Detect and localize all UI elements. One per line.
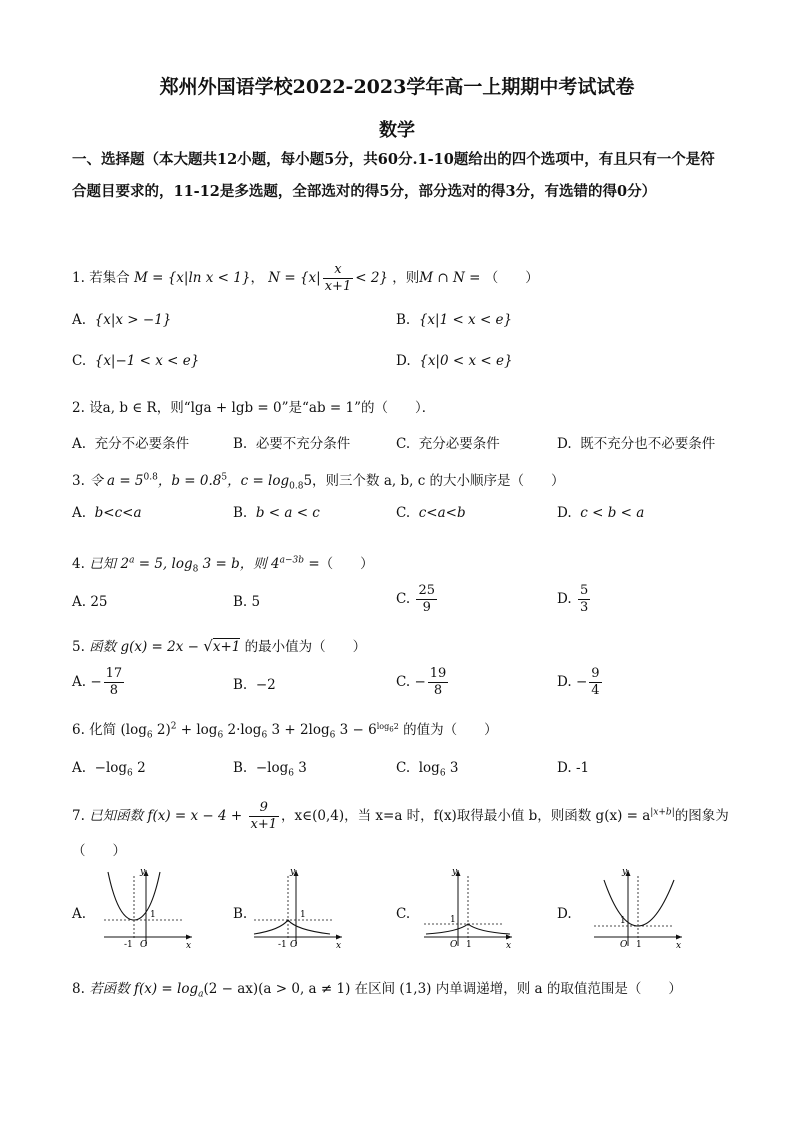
curve <box>254 920 330 934</box>
superscript: a <box>129 555 135 566</box>
graph-b <box>250 866 350 950</box>
option-a <box>72 594 108 610</box>
stem-part: 3 + 2log <box>267 722 330 738</box>
option-letter: C. <box>396 505 411 521</box>
fraction-numerator: 17 <box>105 666 123 681</box>
stem-part: ，b = 0.8 <box>157 473 222 489</box>
axis-label-x: x <box>186 941 192 950</box>
x-axis-arrow <box>336 935 342 940</box>
option-d <box>557 760 589 776</box>
fraction-numerator: 19 <box>429 666 447 681</box>
option-d <box>396 353 513 369</box>
option-text: b < a < c <box>255 505 320 521</box>
option-text: 5 <box>251 594 261 610</box>
superscript: log <box>376 721 390 731</box>
option-letter: C. <box>396 760 411 776</box>
tick-label: 1 <box>300 910 306 920</box>
question-2 <box>72 396 435 416</box>
superscript: 2 <box>393 721 399 731</box>
comma: ， <box>250 270 264 286</box>
option-text: log <box>418 760 440 776</box>
option-sign: − <box>575 674 588 690</box>
intersection-expr: M ∩ N = <box>419 270 481 286</box>
question-number: 6. <box>72 722 85 738</box>
origin-label: O <box>290 940 298 950</box>
option-text: b<c<a <box>94 505 142 521</box>
axis-label-y: y <box>622 867 628 877</box>
option-text: -1 <box>575 760 590 776</box>
option-letter: D. <box>557 674 572 690</box>
stem-part: =（ ） <box>304 556 374 572</box>
option-a <box>72 432 189 452</box>
stem-part: 的图象为 <box>674 808 729 824</box>
fraction <box>428 666 449 699</box>
option-c <box>396 760 458 779</box>
option-letter: B. <box>233 505 248 521</box>
fraction-denominator: 8 <box>109 683 119 698</box>
subscript: 6 <box>439 768 446 779</box>
option-text: {x|1 < x < e} <box>418 312 513 328</box>
option-text: 充分不必要条件 <box>94 436 190 452</box>
stem-part: 令 a = 5 <box>89 473 144 489</box>
superscript: 5 <box>221 472 228 483</box>
curve <box>604 880 674 926</box>
option-tail: 3 <box>293 760 307 776</box>
question-stem-b: ，则 <box>392 270 420 286</box>
fraction-numerator: 25 <box>418 583 435 598</box>
subscript: 6 <box>127 768 133 779</box>
fraction-denominator: 3 <box>579 600 589 615</box>
option-a <box>72 505 142 521</box>
stem-part: ，x∈(0,4)，当 x=a 时，f(x)取得最小值 b，则函数 g(x) = a <box>281 808 651 824</box>
question-number: 4. <box>72 556 85 572</box>
question-stem: 若集合 <box>89 270 130 286</box>
axis-label-y: y <box>452 867 458 877</box>
stem-part: + log <box>176 722 218 738</box>
fraction-denominator: 8 <box>433 683 443 698</box>
option-letter: C. <box>72 353 87 369</box>
option-d: D. <box>557 906 572 922</box>
option-a <box>72 312 171 328</box>
origin-label: O <box>140 940 148 950</box>
superscript: a−3b <box>279 555 305 566</box>
stem-part: 已知 2 <box>89 556 130 572</box>
option-sign: − <box>414 674 426 690</box>
option-b <box>233 677 276 693</box>
stem-part: 3 − 6 <box>335 722 377 738</box>
option-c <box>396 666 450 699</box>
fraction-numerator: 9 <box>249 800 280 817</box>
subscript: 6 <box>389 725 394 734</box>
fraction <box>578 583 590 616</box>
option-letter: B. <box>396 312 411 328</box>
option-text: 必要不充分条件 <box>255 436 351 452</box>
origin-label: O <box>620 940 628 950</box>
option-b: B. <box>233 906 248 922</box>
stem-part: 化简 (log <box>89 722 147 738</box>
question-4 <box>72 552 374 575</box>
option-b <box>233 432 350 452</box>
option-d <box>557 505 644 521</box>
fraction <box>589 666 601 699</box>
option-text: 充分必要条件 <box>418 436 500 452</box>
question-number: 5. <box>72 639 85 655</box>
option-text: {x|−1 < x < e} <box>94 353 200 369</box>
option-letter: D. <box>557 760 572 776</box>
fraction <box>104 666 125 699</box>
answer-paren: （ ） <box>484 270 539 286</box>
question-6 <box>72 718 498 741</box>
subscript: 0.8 <box>289 481 304 492</box>
tick-label: 1 <box>620 916 626 926</box>
question-number: 3. <box>72 473 85 489</box>
question-number: 2. <box>72 400 85 416</box>
graph-d <box>590 866 690 950</box>
question-1 <box>72 262 539 295</box>
superscript: 0.8 <box>143 472 158 483</box>
graph-c <box>420 866 520 950</box>
option-d <box>557 583 592 616</box>
question-number: 8. <box>72 981 85 997</box>
answer-paren: （ ） <box>72 843 126 859</box>
x-axis-arrow <box>676 935 682 940</box>
option-text: c<a<b <box>418 505 466 521</box>
sqrt-radicand: x+1 <box>212 639 241 655</box>
option-text: −log <box>94 760 128 776</box>
superscript: |x+b| <box>650 807 675 818</box>
option-letter: B. <box>233 760 248 776</box>
stem-part: 2·log <box>223 722 262 738</box>
fraction <box>416 583 437 616</box>
stem-part: 2) <box>152 722 171 738</box>
option-c <box>396 505 466 521</box>
set-n-post: < 2} <box>355 270 388 286</box>
fraction-denominator: 4 <box>591 683 600 698</box>
option-letter: A. <box>72 505 87 521</box>
option-text: −2 <box>255 677 276 693</box>
subject-title: 数学 <box>379 120 415 141</box>
subscript: a <box>198 989 204 1000</box>
option-letter: C. <box>396 591 411 607</box>
fraction <box>249 800 280 833</box>
fraction-denominator: 9 <box>422 600 431 615</box>
tick-label: 1 <box>636 940 642 950</box>
subscript: 6 <box>288 768 294 779</box>
option-b <box>233 760 307 779</box>
option-d <box>557 432 715 452</box>
stem-part: ，c = log <box>227 473 290 489</box>
subscript: 8 <box>192 564 199 575</box>
stem-part: 的最小值为（ ） <box>240 639 367 655</box>
superscript: 2 <box>170 721 177 732</box>
fraction-denominator: x+1 <box>250 817 278 832</box>
option-tail: 3 <box>445 760 459 776</box>
option-letter: A. <box>72 436 87 452</box>
question-number: 7. <box>72 808 85 824</box>
question-7 <box>72 800 729 833</box>
set-m: M = {x|ln x < 1} <box>133 270 251 286</box>
stem-part: 函数 g(x) = 2x − <box>89 639 204 655</box>
option-letter: A. <box>72 674 87 690</box>
x-axis-arrow <box>186 935 192 940</box>
tick-label: -1 <box>278 940 287 950</box>
fraction-numerator: 9 <box>591 666 600 681</box>
option-letter: B. <box>233 677 248 693</box>
option-c <box>396 432 500 452</box>
stem-part: 3 = b，则 4 <box>198 556 280 572</box>
fraction <box>323 262 354 295</box>
axis-label-x: x <box>336 941 342 950</box>
option-c <box>396 583 439 616</box>
subscript: 6 <box>217 730 224 741</box>
stem-part: 的值为（ ） <box>398 722 498 738</box>
axis-label-y: y <box>290 867 296 877</box>
section-heading: 一、选择题（本大题共12小题，每小题5分，共60分.1-10题给出的四个选项中，有且只有一个是符合题目要求的，11-12是多选题，全部选对的得5分，部分选对的得3分，有选错的得0分） <box>72 151 715 200</box>
option-text: 既不充分也不必要条件 <box>580 436 716 452</box>
option-text: {x|0 < x < e} <box>419 353 513 369</box>
subscript: 6 <box>261 730 268 741</box>
fraction-numerator: x <box>323 262 354 279</box>
tick-label: 1 <box>150 910 156 920</box>
option-tail: 2 <box>132 760 146 776</box>
option-letter: B. <box>233 594 248 610</box>
question-number: 1. <box>72 270 85 286</box>
option-letter: D. <box>557 436 572 452</box>
fraction-denominator: x+1 <box>324 279 352 294</box>
option-a: A. <box>72 906 87 922</box>
option-letter: A. <box>72 760 87 776</box>
sqrt-sign: √ <box>203 637 213 655</box>
x-axis-arrow <box>506 935 512 940</box>
option-c <box>72 353 199 369</box>
option-d <box>557 666 604 699</box>
question-5 <box>72 635 366 655</box>
question-stem: 设a, b ∈ R，则“lga + lgb = 0”是“ab = 1”的（ ）． <box>89 400 436 416</box>
option-letter: C. <box>396 674 411 690</box>
tick-label: 1 <box>466 940 472 950</box>
tick-label: 1 <box>450 915 456 925</box>
option-b <box>233 594 260 610</box>
question-8 <box>72 977 682 1000</box>
subscript: 6 <box>146 730 153 741</box>
axis-label-y: y <box>140 867 146 877</box>
option-text: c < b < a <box>580 505 645 521</box>
option-b <box>396 312 512 328</box>
option-letter: B. <box>233 436 248 452</box>
page-title: 郑州外国语学校2022-2023学年高一上期期中考试试卷 <box>159 76 635 98</box>
axis-label-x: x <box>676 941 682 950</box>
option-letter: D. <box>396 353 411 369</box>
option-sign: − <box>90 674 102 690</box>
stem-part: 已知函数 f(x) = x − 4 + <box>89 808 247 824</box>
option-c: C. <box>396 906 411 922</box>
option-text: −log <box>255 760 289 776</box>
question-3 <box>72 469 565 492</box>
option-text: {x|x > −1} <box>94 312 172 328</box>
fraction-numerator: 5 <box>579 583 589 598</box>
stem-part: (2 − ax)(a > 0, a ≠ 1) 在区间 (1,3) 内单调递增，则 a 的取值范围是（ ） <box>203 981 682 997</box>
set-n-pre: N = {x| <box>268 270 321 286</box>
option-letter: A. <box>72 312 87 328</box>
subscript: 6 <box>329 730 336 741</box>
stem-part: 5，则三个数 a, b, c 的大小顺序是（ ） <box>303 473 565 489</box>
stem-part: = 5, log <box>134 556 193 572</box>
stem-part: 若函数 f(x) = log <box>89 981 199 997</box>
tick-label: -1 <box>124 940 133 950</box>
option-text: 25 <box>90 594 108 610</box>
option-b <box>233 505 320 521</box>
option-a <box>72 666 126 699</box>
option-letter: D. <box>557 591 572 607</box>
graph-a <box>100 866 200 950</box>
option-letter: A. <box>72 594 87 610</box>
axis-label-x: x <box>506 941 512 950</box>
option-a <box>72 760 146 779</box>
origin-label: O <box>450 940 458 950</box>
option-letter: D. <box>557 505 572 521</box>
option-letter: C. <box>396 436 411 452</box>
